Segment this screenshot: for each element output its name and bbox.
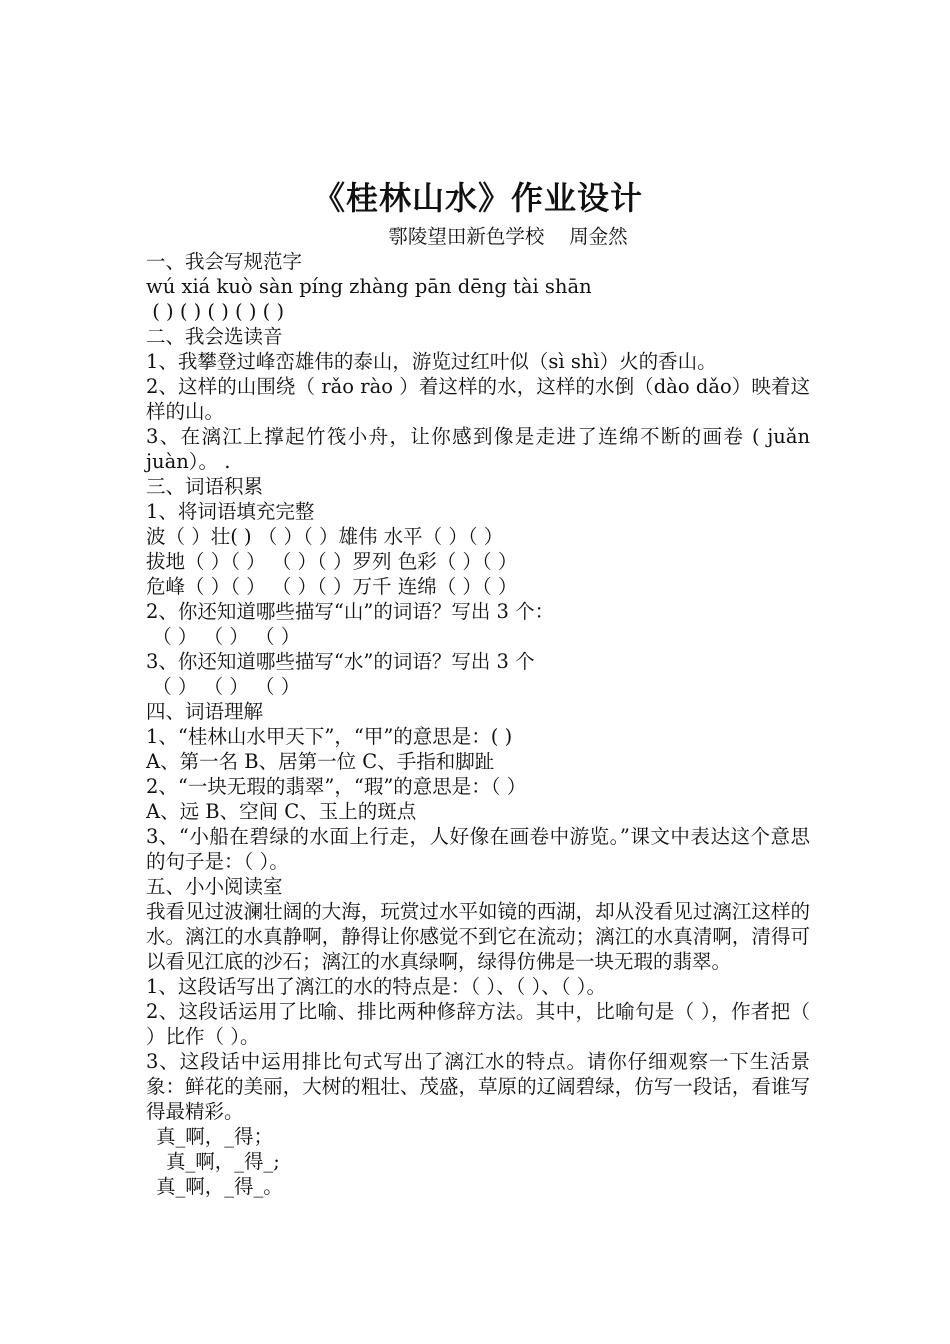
pinyin-line: wú xiá kuò sàn píng zhàng pān dēng tài shān xyxy=(146,275,592,298)
writing-template-line: 真_啊，_得_。 xyxy=(156,1175,283,1198)
blank-line: （ ） （ ） （ ） xyxy=(146,625,301,648)
writing-template-line: 真_啊，_得_; xyxy=(166,1150,280,1173)
question-line: 1、将词语填充完整 xyxy=(146,500,315,523)
section-heading: 一、我会写规范字 xyxy=(146,250,303,273)
fill-in-line: 波（ ）壮( ) （ ）（ ）雄伟 水平（ ）（ ） xyxy=(146,525,504,548)
answer-options: A、第一名 B、居第一位 C、手指和脚趾 xyxy=(146,750,495,773)
document-title: 《桂林山水》作业设计 xyxy=(312,179,643,217)
section-heading: 五、小小阅读室 xyxy=(146,875,283,898)
section-heading: 三、词语积累 xyxy=(146,475,264,498)
question-line: 2、你还知道哪些描写“山”的词语？写出 3 个： xyxy=(146,600,555,623)
question-line: 1、“桂林山水甲天下”，“甲”的意思是：( ) xyxy=(146,725,513,748)
question-line: 3、这段话中运用排比句式写出了漓江水的特点。请你仔细观察一下生活景象：鲜花的美丽，大树的粗壮、茂盛，草原的辽阔碧绿，仿写一段话，看谁写得最精彩。 xyxy=(146,1050,810,1123)
question-line: 2、这样的山围绕（ rǎo rào ）着这样的水，这样的水倒（dào dǎo）映着这样的山。 xyxy=(146,375,810,423)
question-line: 1、我攀登过峰峦雄伟的泰山，游览过红叶似（sì shì）火的香山。 xyxy=(146,350,717,373)
section-heading: 二、我会选读音 xyxy=(146,325,283,348)
answer-options: A、远 B、空间 C、玉上的斑点 xyxy=(146,800,417,823)
question-line: 3、“小船在碧绿的水面上行走，人好像在画卷中游览。”课文中表达这个意思的句子是：（ ）。 xyxy=(146,825,810,873)
question-line: 2、这段话运用了比喻、排比两种修辞方法。其中，比喻句是（ ），作者把（ ）比作（ ）。 xyxy=(146,1000,817,1048)
document-body xyxy=(146,176,817,1199)
question-line: 3、你还知道哪些描写“水”的词语？写出 3 个 xyxy=(146,650,535,673)
question-line: 2、“一块无瑕的翡翠”，“瑕”的意思是：（ ） xyxy=(146,775,527,798)
blank-line: ( ) ( ) ( ) ( ) ( ) xyxy=(146,300,285,323)
blank-line: （ ） （ ） （ ） xyxy=(146,675,301,698)
question-line: 1、这段话写出了漓江的水的特点是：（ ）、（ ）、（ ）。 xyxy=(146,975,607,998)
writing-template-line: 真_啊，_得； xyxy=(156,1125,274,1148)
question-line: 3、在漓江上撑起竹筏小舟，让你感到像是走进了连绵不断的画卷 ( juǎn juàn）。 . xyxy=(146,425,817,473)
fill-in-line: 危峰（ ）（ ） （ ）（ ）万千 连绵（ ）（ ） xyxy=(146,575,518,598)
fill-in-line: 拔地（ ）（ ） （ ）（ ）罗列 色彩（ ）（ ） xyxy=(146,550,518,573)
reading-passage: 我看见过波澜壮阔的大海，玩赏过水平如镜的西湖，却从没看见过漓江这样的水。漓江的水真静啊，静得让你感觉不到它在流动；漓江的水真清啊，清得可以看见江底的沙石；漓江的水真绿啊，绿得仿佛是一块无瑕的翡翠。 xyxy=(146,900,810,973)
author-line: 鄠陵望田新色学校 周金然 xyxy=(388,225,628,248)
section-heading: 四、词语理解 xyxy=(146,700,264,723)
